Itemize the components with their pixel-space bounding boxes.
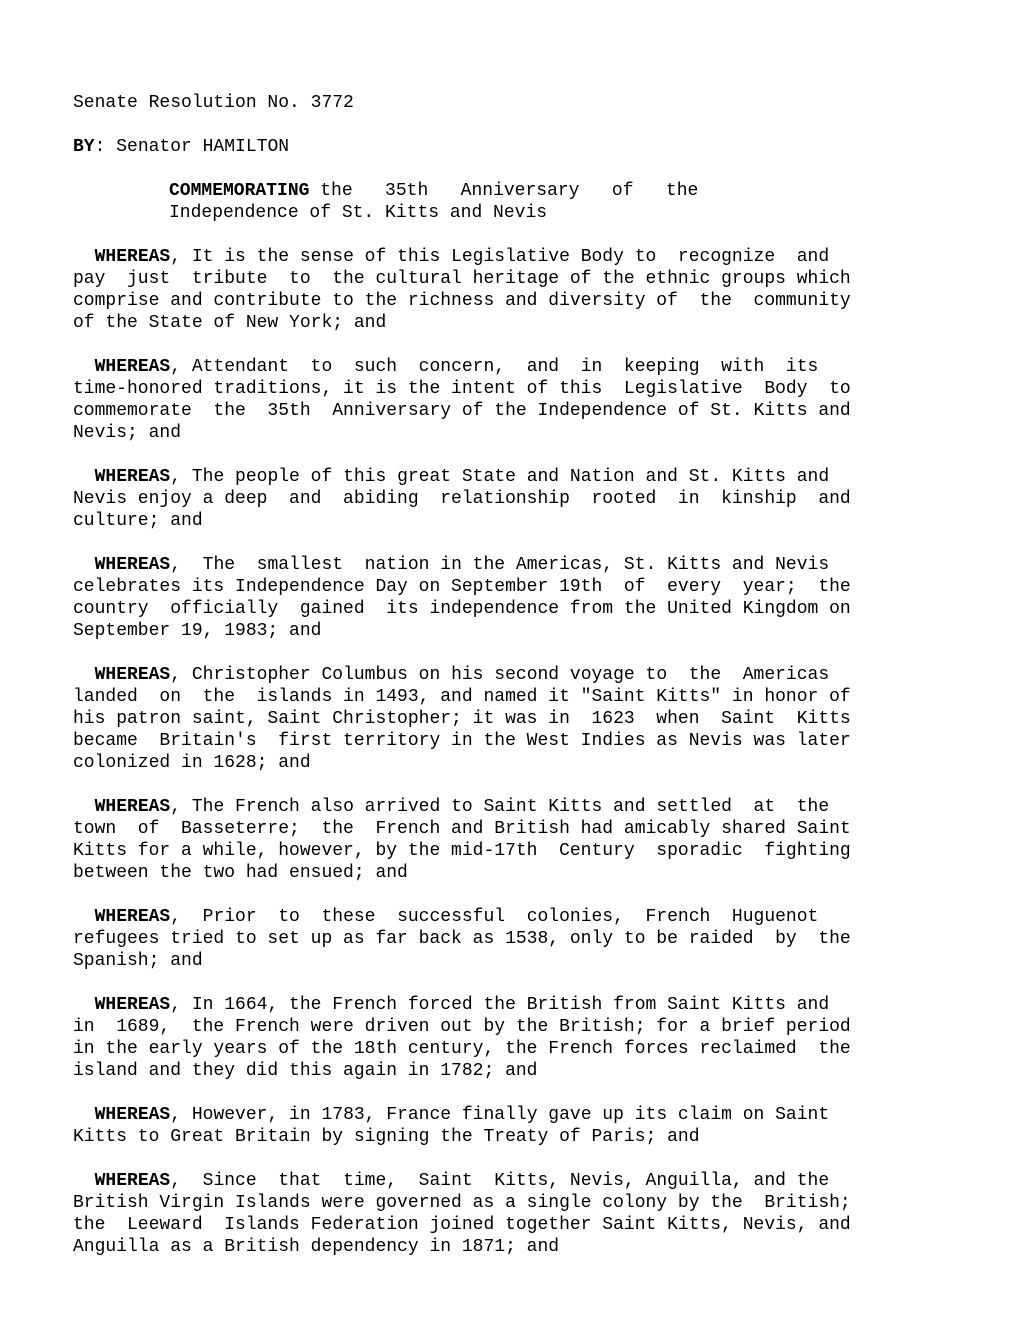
- spacer: [73, 158, 943, 180]
- whereas-text: , Attendant to such concern, and in keeping with its: [170, 357, 819, 377]
- spacer: [73, 224, 943, 246]
- spacer: [73, 1082, 943, 1104]
- whereas-line: Nevis; and: [73, 423, 182, 443]
- whereas-clauses: [73, 224, 943, 1258]
- whereas-first-line: [73, 994, 943, 1016]
- resolution-number: Senate Resolution No. 3772: [73, 93, 354, 113]
- sponsor-name: : Senator HAMILTON: [94, 137, 290, 157]
- whereas-paragraph: [73, 1104, 943, 1148]
- whereas-label: WHEREAS: [94, 907, 171, 927]
- whereas-label: WHEREAS: [94, 1171, 171, 1191]
- whereas-label: WHEREAS: [94, 467, 171, 487]
- whereas-first-line: [73, 356, 943, 378]
- whereas-text: , In 1664, the French forced the British from Saint Kitts and: [170, 995, 830, 1015]
- whereas-label: WHEREAS: [94, 995, 171, 1015]
- commemorating-label: COMMEMORATING: [169, 181, 310, 201]
- whereas-line: refugees tried to set up as far back as 1538, only to be raided by the: [73, 929, 851, 949]
- whereas-text: , The smallest nation in the Americas, St. Kitts and Nevis: [170, 555, 830, 575]
- spacer: [73, 114, 943, 136]
- whereas-first-line: [73, 1104, 943, 1126]
- whereas-label: WHEREAS: [94, 1105, 171, 1125]
- whereas-line: landed on the islands in 1493, and named it "Saint Kitts" in honor of: [73, 687, 851, 707]
- whereas-paragraph: [73, 1170, 943, 1258]
- whereas-line: celebrates its Independence Day on September 19th of every year; the: [73, 577, 851, 597]
- sponsor-line: [73, 136, 943, 158]
- whereas-line: island and they did this again in 1782; and: [73, 1061, 538, 1081]
- whereas-first-line: [73, 906, 943, 928]
- whereas-paragraph: [73, 466, 943, 532]
- spacer: [73, 1148, 943, 1170]
- whereas-line: of the State of New York; and: [73, 313, 387, 333]
- spacer: [73, 532, 943, 554]
- whereas-line: Anguilla as a British dependency in 1871; and: [73, 1237, 560, 1257]
- whereas-text: , Prior to these successful colonies, French Huguenot: [170, 907, 819, 927]
- whereas-line: colonized in 1628; and: [73, 753, 311, 773]
- whereas-line: British Virgin Islands were governed as a single colony by the British;: [73, 1193, 851, 1213]
- whereas-line: in 1689, the French were driven out by the British; for a brief period: [73, 1017, 851, 1037]
- whereas-first-line: [73, 664, 943, 686]
- whereas-first-line: [73, 554, 943, 576]
- spacer: [73, 642, 943, 664]
- spacer: [73, 774, 943, 796]
- whereas-label: WHEREAS: [94, 247, 171, 267]
- commemorating-line-2: Independence of St. Kitts and Nevis: [169, 203, 548, 223]
- whereas-paragraph: [73, 246, 943, 334]
- whereas-text: , Christopher Columbus on his second voyage to the Americas: [170, 665, 830, 685]
- whereas-paragraph: [73, 906, 943, 972]
- whereas-paragraph: [73, 554, 943, 642]
- whereas-line: Kitts to Great Britain by signing the Treaty of Paris; and: [73, 1127, 700, 1147]
- whereas-line: town of Basseterre; the French and British had amicably shared Saint: [73, 819, 851, 839]
- whereas-text: , The French also arrived to Saint Kitts and settled at the: [170, 797, 830, 817]
- whereas-line: his patron saint, Saint Christopher; it was in 1623 when Saint Kitts: [73, 709, 851, 729]
- spacer: [73, 334, 943, 356]
- whereas-paragraph: [73, 356, 943, 444]
- whereas-line: Spanish; and: [73, 951, 203, 971]
- whereas-line: September 19, 1983; and: [73, 621, 322, 641]
- whereas-line: Kitts for a while, however, by the mid-17th Century sporadic fighting: [73, 841, 851, 861]
- whereas-label: WHEREAS: [94, 797, 171, 817]
- whereas-line: time-honored traditions, it is the intent of this Legislative Body to: [73, 379, 851, 399]
- whereas-line: culture; and: [73, 511, 203, 531]
- whereas-paragraph: [73, 994, 943, 1082]
- whereas-label: WHEREAS: [94, 357, 171, 377]
- whereas-line: between the two had ensued; and: [73, 863, 408, 883]
- spacer: [73, 972, 943, 994]
- whereas-text: , Since that time, Saint Kitts, Nevis, Anguilla, and the: [170, 1171, 830, 1191]
- whereas-text: , However, in 1783, France finally gave up its claim on Saint: [170, 1105, 830, 1125]
- whereas-line: country officially gained its independence from the United Kingdom on: [73, 599, 851, 619]
- spacer: [73, 884, 943, 906]
- whereas-line: commemorate the 35th Anniversary of the Independence of St. Kitts and: [73, 401, 851, 421]
- whereas-first-line: [73, 466, 943, 488]
- whereas-first-line: [73, 796, 943, 818]
- whereas-first-line: [73, 246, 943, 268]
- whereas-line: Nevis enjoy a deep and abiding relationship rooted in kinship and: [73, 489, 851, 509]
- whereas-text: , The people of this great State and Nation and St. Kitts and: [170, 467, 830, 487]
- whereas-line: became Britain's first territory in the West Indies as Nevis was later: [73, 731, 851, 751]
- whereas-label: WHEREAS: [94, 555, 171, 575]
- document-page: [73, 92, 943, 1258]
- whereas-paragraph: [73, 664, 943, 774]
- whereas-label: WHEREAS: [94, 665, 171, 685]
- spacer: [73, 444, 943, 466]
- whereas-text: , It is the sense of this Legislative Body to recognize and: [170, 247, 830, 267]
- whereas-paragraph: [73, 796, 943, 884]
- commemorating-text: the 35th Anniversary of the: [309, 181, 699, 201]
- whereas-line: comprise and contribute to the richness and diversity of the community: [73, 291, 851, 311]
- whereas-line: in the early years of the 18th century, the French forces reclaimed the: [73, 1039, 851, 1059]
- by-label: BY: [73, 137, 95, 157]
- commemorating-line-1: [169, 180, 769, 202]
- whereas-line: pay just tribute to the cultural heritage of the ethnic groups which: [73, 269, 851, 289]
- whereas-line: the Leeward Islands Federation joined together Saint Kitts, Nevis, and: [73, 1215, 851, 1235]
- whereas-first-line: [73, 1170, 943, 1192]
